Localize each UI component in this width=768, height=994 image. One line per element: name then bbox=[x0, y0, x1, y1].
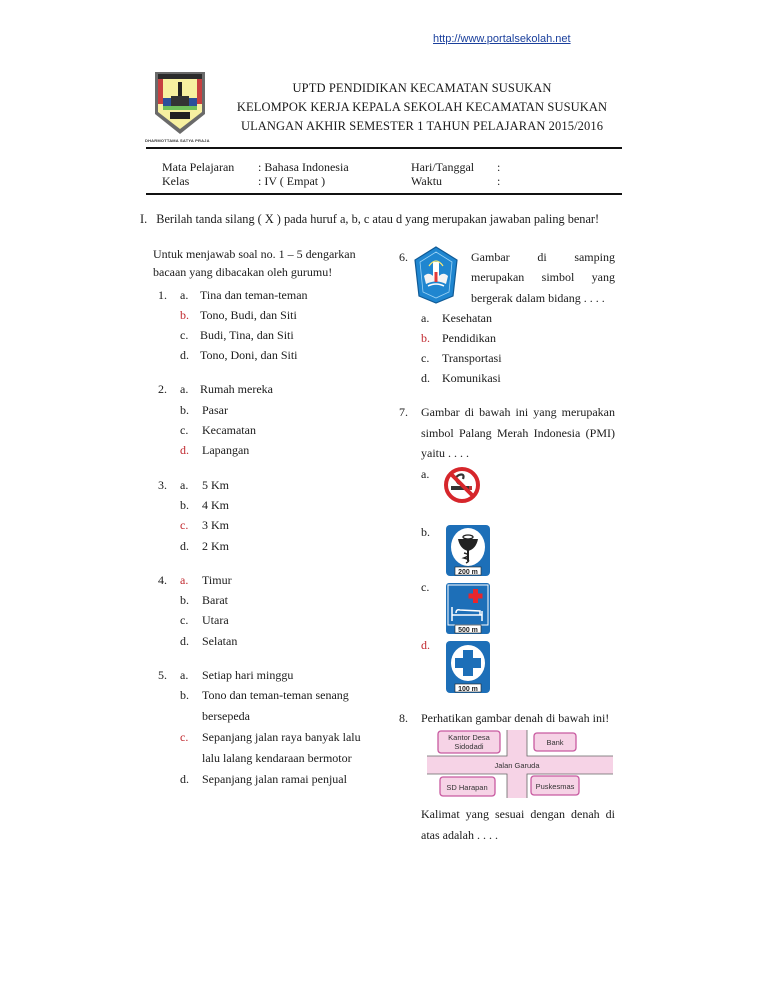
option-text: Barat bbox=[202, 593, 228, 607]
option-text: 3 Km bbox=[202, 518, 229, 532]
question-stem-line-2 bbox=[471, 270, 615, 285]
option-4a-marked-answer[interactable] bbox=[180, 573, 232, 588]
intro-line-2: bacaan yang dibacakan oleh gurumu! bbox=[153, 265, 333, 279]
option-5b[interactable] bbox=[180, 688, 349, 723]
option-2a[interactable] bbox=[180, 382, 273, 397]
option-1b-marked-answer[interactable] bbox=[180, 308, 297, 323]
option-text: 2 Km bbox=[202, 539, 229, 553]
option-text: Kecamatan bbox=[202, 423, 256, 437]
option-text: Kesehatan bbox=[442, 311, 492, 325]
option-text: Lapangan bbox=[202, 443, 250, 457]
option-letter: b. bbox=[180, 403, 189, 417]
shield-emblem-icon bbox=[153, 70, 207, 136]
stem-word: Gambar bbox=[471, 250, 510, 264]
header-rule-top bbox=[146, 147, 622, 149]
regency-logo bbox=[153, 70, 207, 136]
tut-wuri-handayani-logo bbox=[413, 246, 459, 304]
option-4b[interactable] bbox=[180, 593, 228, 608]
option-letter: c. bbox=[180, 730, 189, 744]
svg-text:200 m: 200 m bbox=[458, 569, 478, 576]
header-rule-bottom bbox=[146, 193, 622, 195]
option-text: Sepanjang jalan raya banyak lalu bbox=[202, 730, 361, 744]
svg-text:Jalan Garuda: Jalan Garuda bbox=[494, 761, 540, 770]
option-letter: c. bbox=[180, 518, 189, 532]
option-2c[interactable] bbox=[180, 423, 256, 438]
option-text: 4 Km bbox=[202, 498, 229, 512]
option-letter: a. bbox=[180, 382, 189, 396]
option-4d[interactable] bbox=[180, 634, 238, 649]
question-stem-line-1: Gambar di bawah ini yang merupakan bbox=[421, 405, 615, 419]
question-stem: Perhatikan gambar denah di bawah ini! bbox=[421, 711, 610, 725]
option-letter: d. bbox=[421, 638, 430, 652]
question-followup-line-1: Kalimat yang sesuai dengan denah di bbox=[421, 807, 615, 821]
option-letter: b. bbox=[180, 688, 189, 702]
option-text: Transportasi bbox=[442, 351, 502, 365]
svg-text:Bank: Bank bbox=[546, 738, 564, 747]
stem-word: simbol bbox=[541, 270, 575, 284]
option-1c[interactable] bbox=[180, 328, 294, 343]
option-7c[interactable] bbox=[421, 580, 429, 595]
header-line-1: UPTD PENDIDIKAN KECAMATAN SUSUKAN bbox=[292, 81, 552, 95]
option-text-continued: bersepeda bbox=[202, 709, 250, 723]
option-letter: a. bbox=[421, 311, 430, 325]
option-letter: d. bbox=[180, 443, 189, 457]
question-number: 8. bbox=[399, 711, 408, 725]
logo-caption: DHARMOTTAMA SATYA PRAJA bbox=[145, 138, 210, 143]
option-text: Utara bbox=[202, 613, 229, 627]
option-letter: b. bbox=[180, 498, 189, 512]
option-text-continued: lalu lalang kendaraan bermotor bbox=[202, 751, 352, 765]
option-text: 5 Km bbox=[202, 478, 229, 492]
day-date-label: Hari/Tanggal bbox=[411, 160, 475, 174]
option-2d-marked-answer[interactable] bbox=[180, 443, 250, 458]
option-text: Tina dan teman-teman bbox=[200, 288, 308, 302]
option-4c[interactable] bbox=[180, 613, 229, 628]
option-letter: c. bbox=[180, 613, 189, 627]
pharmacy-bowl-snake-icon bbox=[446, 525, 490, 576]
no-smoking-sign[interactable] bbox=[443, 466, 481, 509]
option-letter: c. bbox=[421, 351, 430, 365]
option-letter: d. bbox=[180, 772, 189, 786]
header-line-3: ULANGAN AKHIR SEMESTER 1 TAHUN PELAJARAN 2015/2016 bbox=[240, 119, 604, 133]
option-text: Pasar bbox=[202, 403, 228, 417]
option-1a[interactable] bbox=[180, 288, 308, 303]
svg-text:SD Harapan: SD Harapan bbox=[446, 783, 488, 792]
question-number: 6. bbox=[399, 250, 408, 264]
option-letter: d. bbox=[180, 634, 189, 648]
question-stem-line-2: simbol Palang Merah Indonesia (PMI) bbox=[421, 426, 615, 440]
option-5d[interactable] bbox=[180, 772, 347, 787]
question-number: 4. bbox=[158, 573, 167, 587]
svg-text:Puskesmas: Puskesmas bbox=[535, 782, 575, 791]
option-letter: b. bbox=[421, 525, 430, 539]
option-text: Budi, Tina, dan Siti bbox=[200, 328, 294, 342]
first-aid-cross-sign[interactable] bbox=[446, 641, 490, 693]
question-number: 5. bbox=[158, 668, 167, 682]
option-6a[interactable] bbox=[421, 311, 492, 326]
option-letter: d. bbox=[180, 539, 189, 553]
section-instruction bbox=[140, 212, 599, 227]
class-value: : IV ( Empat ) bbox=[258, 174, 326, 188]
option-letter: a. bbox=[180, 668, 189, 682]
option-2b[interactable] bbox=[180, 403, 228, 418]
option-5a[interactable] bbox=[180, 668, 294, 683]
svg-text:Kantor Desa: Kantor Desa bbox=[448, 733, 490, 742]
subject-label: Mata Pelajaran bbox=[162, 160, 235, 174]
pharmacy-sign[interactable] bbox=[446, 525, 490, 576]
header-line-2: KELOMPOK KERJA KEPALA SEKOLAH KECAMATAN SUSUKAN bbox=[236, 100, 608, 114]
option-letter: a. bbox=[180, 288, 189, 302]
first-aid-cross-icon bbox=[446, 641, 490, 693]
option-text: Sepanjang jalan ramai penjual bbox=[202, 772, 347, 786]
option-letter: c. bbox=[180, 423, 189, 437]
stem-word: yang bbox=[591, 270, 615, 284]
option-5c-marked-answer[interactable] bbox=[180, 730, 361, 765]
option-1d[interactable] bbox=[180, 348, 298, 363]
time-label: Waktu bbox=[411, 174, 443, 188]
hospital-bed-icon bbox=[446, 583, 490, 634]
question-stem-line-3: bergerak dalam bidang . . . . bbox=[471, 291, 605, 305]
area-map-diagram bbox=[427, 730, 613, 798]
option-6c[interactable] bbox=[421, 351, 502, 366]
day-date-value: : bbox=[497, 160, 501, 174]
option-letter: b. bbox=[180, 593, 189, 607]
hospital-bed-sign[interactable] bbox=[446, 583, 490, 634]
option-6d[interactable] bbox=[421, 371, 501, 386]
question-stem-line-1 bbox=[471, 250, 615, 265]
option-text: Rumah mereka bbox=[200, 382, 273, 396]
option-7d-marked-answer[interactable] bbox=[421, 638, 430, 653]
option-letter: a. bbox=[421, 467, 430, 481]
option-letter: a. bbox=[180, 573, 189, 587]
question-number: 7. bbox=[399, 405, 408, 419]
option-text: Selatan bbox=[202, 634, 238, 648]
option-text: Tono, Doni, dan Siti bbox=[200, 348, 298, 362]
option-text: Tono, Budi, dan Siti bbox=[200, 308, 297, 322]
stem-word: merupakan bbox=[471, 270, 525, 284]
option-letter: b. bbox=[421, 331, 430, 345]
option-text: Tono dan teman-teman senang bbox=[202, 688, 349, 702]
question-stem-line-3: yaitu . . . . bbox=[421, 446, 469, 460]
time-value: : bbox=[497, 174, 501, 188]
stem-word: di bbox=[537, 250, 547, 264]
instruction-text: Berilah tanda silang ( X ) pada huruf a, b, c atau d yang merupakan jawaban paling benar! bbox=[156, 212, 600, 226]
subject-value: : Bahasa Indonesia bbox=[258, 160, 349, 174]
question-number: 3. bbox=[158, 478, 167, 492]
listening-intro bbox=[153, 245, 356, 281]
option-7a[interactable] bbox=[421, 467, 429, 482]
option-3a[interactable] bbox=[180, 478, 229, 493]
section-number: I. bbox=[140, 212, 148, 226]
option-6b-marked-answer[interactable] bbox=[421, 331, 496, 346]
option-letter: d. bbox=[180, 348, 189, 362]
education-ministry-emblem-icon bbox=[413, 246, 459, 304]
option-text: Setiap hari minggu bbox=[202, 668, 294, 682]
option-letter: c. bbox=[421, 580, 430, 594]
option-text: Komunikasi bbox=[442, 371, 501, 385]
street-map-icon bbox=[427, 730, 613, 798]
option-3d[interactable] bbox=[180, 539, 229, 554]
stem-word: samping bbox=[574, 250, 615, 264]
svg-text:500 m: 500 m bbox=[458, 627, 478, 634]
option-text: Pendidikan bbox=[442, 331, 496, 345]
option-letter: d. bbox=[421, 371, 430, 385]
option-7b[interactable] bbox=[421, 525, 430, 540]
option-text: Timur bbox=[202, 573, 232, 587]
option-3b[interactable] bbox=[180, 498, 229, 513]
source-url-link[interactable]: http://www.portalsekolah.net bbox=[433, 33, 571, 45]
option-letter: b. bbox=[180, 308, 189, 322]
option-3c-marked-answer[interactable] bbox=[180, 518, 229, 533]
class-label: Kelas bbox=[162, 174, 190, 188]
question-number: 1. bbox=[158, 288, 167, 302]
no-smoking-icon bbox=[443, 466, 481, 504]
question-number: 2. bbox=[158, 382, 167, 396]
question-followup-line-2: atas adalah . . . . bbox=[421, 828, 498, 842]
svg-text:100 m: 100 m bbox=[458, 686, 478, 693]
option-letter: a. bbox=[180, 478, 189, 492]
option-letter: c. bbox=[180, 328, 189, 342]
intro-line-1: Untuk menjawab soal no. 1 – 5 dengarkan bbox=[153, 247, 356, 261]
svg-text:Sidodadi: Sidodadi bbox=[454, 742, 484, 751]
